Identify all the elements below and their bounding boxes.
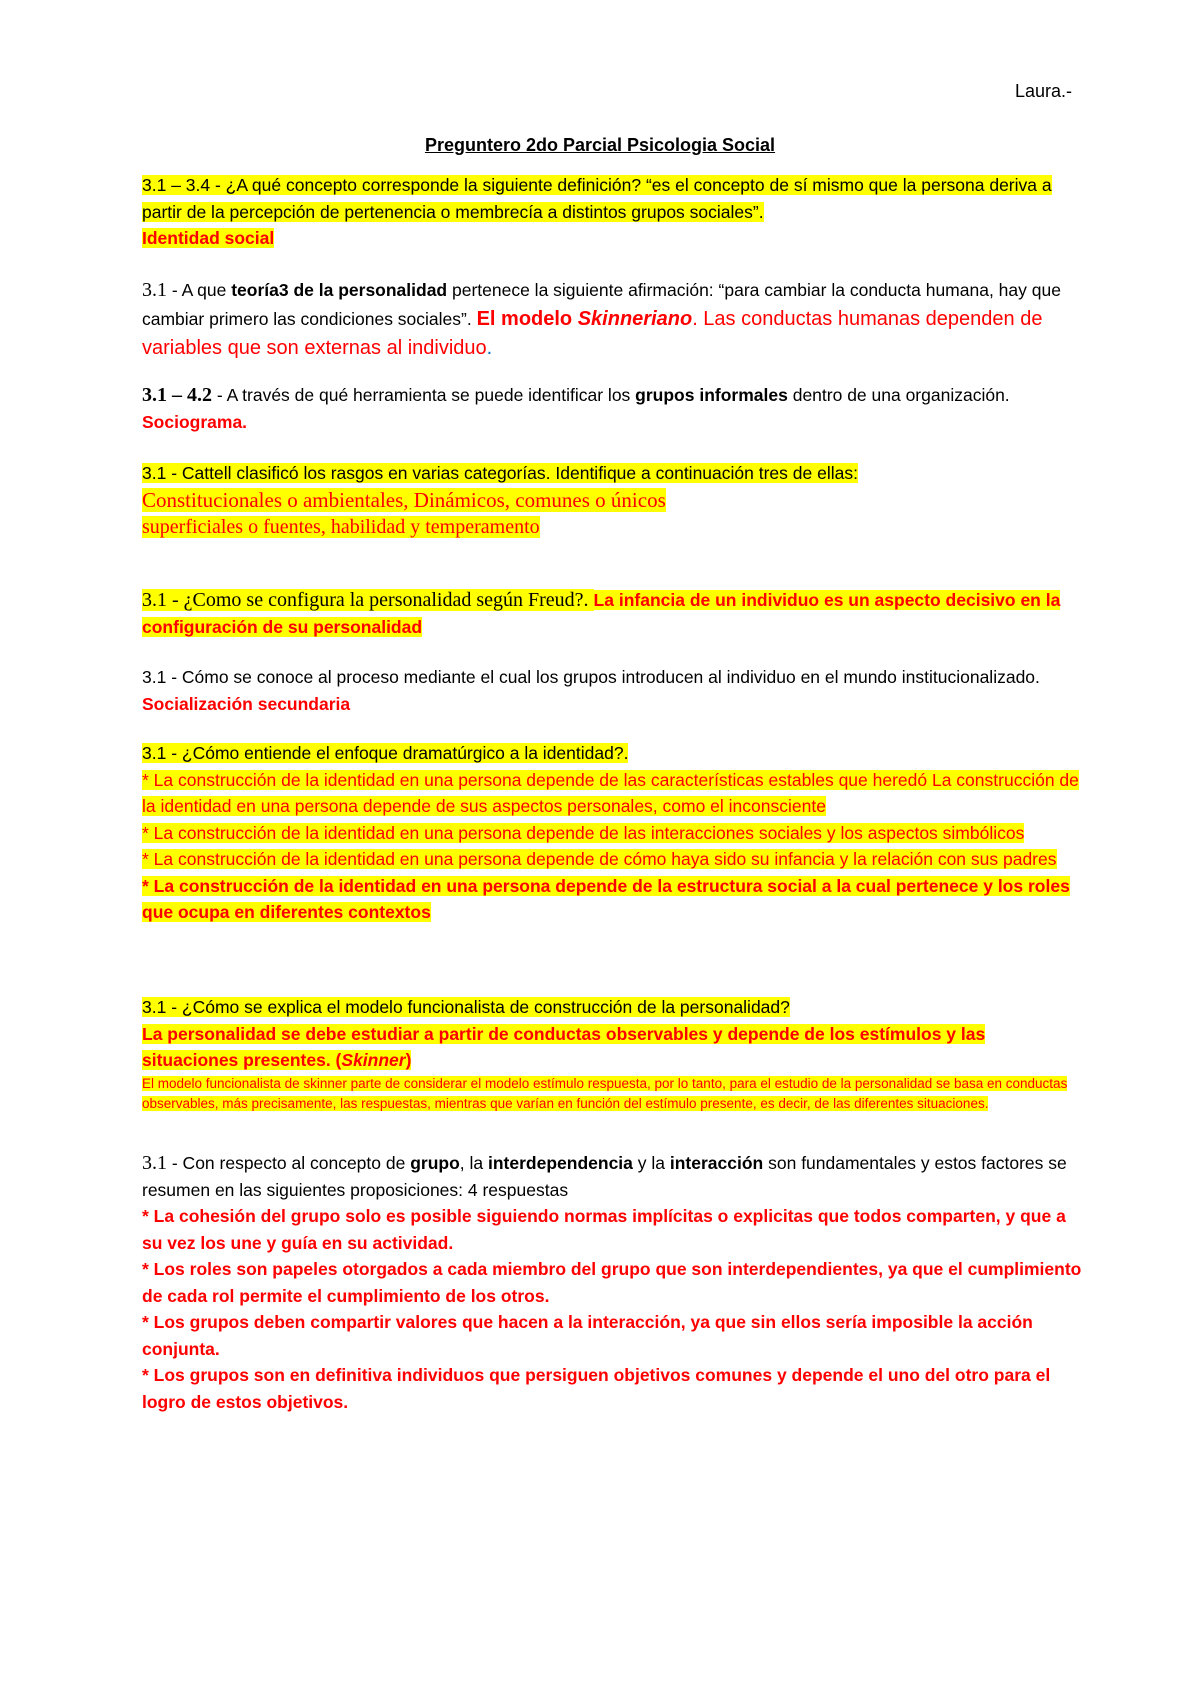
question-8 [142,994,1082,1114]
answer-text: Sociograma. [142,411,248,432]
option-4: * Los grupos son en definitiva individuos que persiguen objetivos comunes y depende el uno del otro para el logro de estos objetivos. [142,1365,1051,1412]
question-text-cont: , la [459,1153,488,1173]
question-3 [142,382,1082,435]
question-text: - A que [167,280,232,300]
question-5 [142,587,1082,640]
document-title: Preguntero 2do Parcial Psicologia Social [424,135,776,155]
question-text: - ¿Como se configura la personalidad según Freud?. [167,589,594,611]
option-2: * Los roles son papeles otorgados a cada miembro del grupo que son interdependientes, ya que el cumplimiento de cada rol permite el cumplimiento de los otros. [142,1259,1082,1306]
author-name: Laura.- [1014,81,1072,101]
question-number: 3.1 [142,667,167,687]
option-1: * La cohesión del grupo solo es posible siguiendo normas implícitas o explicitas que todos comparten, y que a su vez los une y guía en su actividad. [142,1206,1066,1253]
question-number: 3.1 [142,279,167,301]
answer-text: Identidad social [142,228,275,248]
question-keyword: grupo [410,1153,460,1173]
question-number: 3.1 - [142,743,182,763]
question-number: 3.1 – 4.2 [142,384,212,406]
question-text-cont: son fundamentales y estos factores se resumen en las siguientes proposiciones: 4 respuestas [142,1153,1067,1200]
answer-line-1: Constitucionales o ambientales, Dinámicos, comunes o únicos [142,487,666,512]
answer-text-cont: ) [405,1050,412,1070]
answer-period: . [486,337,493,359]
question-text: - Con respecto al concepto de [167,1153,411,1173]
question-2 [142,276,1082,363]
question-4 [142,460,1082,541]
question-number: 3.1 [142,1152,167,1174]
question-number: 3.1 - [142,463,182,483]
question-text: Cattell clasificó los rasgos en varias categorías. Identifique a continuación tres de ellas: [181,463,858,483]
answer-text: El modelo [476,308,578,330]
answer-note: El modelo funcionalista de skinner parte de considerar el modelo estímulo respuesta, por lo tanto, para el estudio de la personalidad se basa en conductas observables, más precisamente, las respuestas, mientras que varían en función del estímulo presente, es decir, de las diferentes situaciones. [142,1075,1068,1111]
question-keyword: teoría3 de la personalidad [231,280,448,300]
question-text-cont: pertenece la siguiente afirmación: “para cambiar la conducta humana, hay que cambiar primero las condiciones sociales”. [142,280,1061,329]
question-number: 3.1 - [142,997,182,1017]
question-number: 3.1 – 3.4 - [142,175,226,195]
question-text: - A través de qué herramienta se puede identificar los [212,385,636,405]
question-7 [142,740,1082,926]
question-text: - Cómo se conoce al proceso mediante el cual los grupos introducen al individuo en el mundo institucionalizado. [166,667,1040,687]
question-text: ¿Cómo entiende el enfoque dramatúrgico a la identidad?. [181,743,629,763]
question-text: ¿Cómo se explica el modelo funcionalista de construcción de la personalidad? [181,997,790,1017]
question-keyword: interacción [669,1153,764,1173]
option-2: * La construcción de la identidad en una persona depende de las interacciones sociales y los aspectos simbólicos [142,822,1025,843]
question-9 [142,1150,1082,1415]
option-3: * La construcción de la identidad en una persona depende de cómo haya sido su infancia y la relación con sus padres [142,849,1057,869]
answer-line-2: superficiales o fuentes, habilidad y temperamento [142,515,540,538]
question-1 [142,172,1082,252]
question-number: 3.1 [142,589,167,611]
question-6 [142,664,1082,717]
answer-emphasis: Skinner [341,1050,406,1070]
option-4: * La construcción de la identidad en una persona depende de la estructura social a la cual pertenece y los roles que ocupa en diferentes contextos [142,875,1070,922]
question-keyword: grupos informales [635,385,788,405]
answer-text: Socialización secundaria [142,693,351,714]
question-text-cont: y la [632,1153,670,1173]
answer-text: La infancia de un individuo es un aspecto decisivo en la configuración de su personalidad [142,590,1061,637]
option-1: * La construcción de la identidad en una persona depende de las características estables que heredó La construcción de la identidad en una persona depende de sus aspectos personales, como el inconsciente [142,769,1079,816]
option-3: * Los grupos deben compartir valores que hacen a la interacción, ya que sin ellos sería imposible la acción conjunta. [142,1312,1033,1359]
answer-text: La personalidad se debe estudiar a partir de conductas observables y depende de los estímulos y las situaciones presentes. ( [142,1023,986,1070]
question-keyword: interdependencia [488,1153,633,1173]
question-text: ¿A qué concepto corresponde la siguiente definición? “es el concepto de sí mismo que la persona deriva a partir de la percepción de pertenencia o membrecía a distintos grupos sociales”. [142,175,1052,222]
answer-text-cont: . Las conductas humanas dependen de variables que son externas al individuo [142,308,1043,359]
question-text-cont: dentro de una organización. [787,385,1010,405]
answer-emphasis: Skinneriano [577,308,693,330]
